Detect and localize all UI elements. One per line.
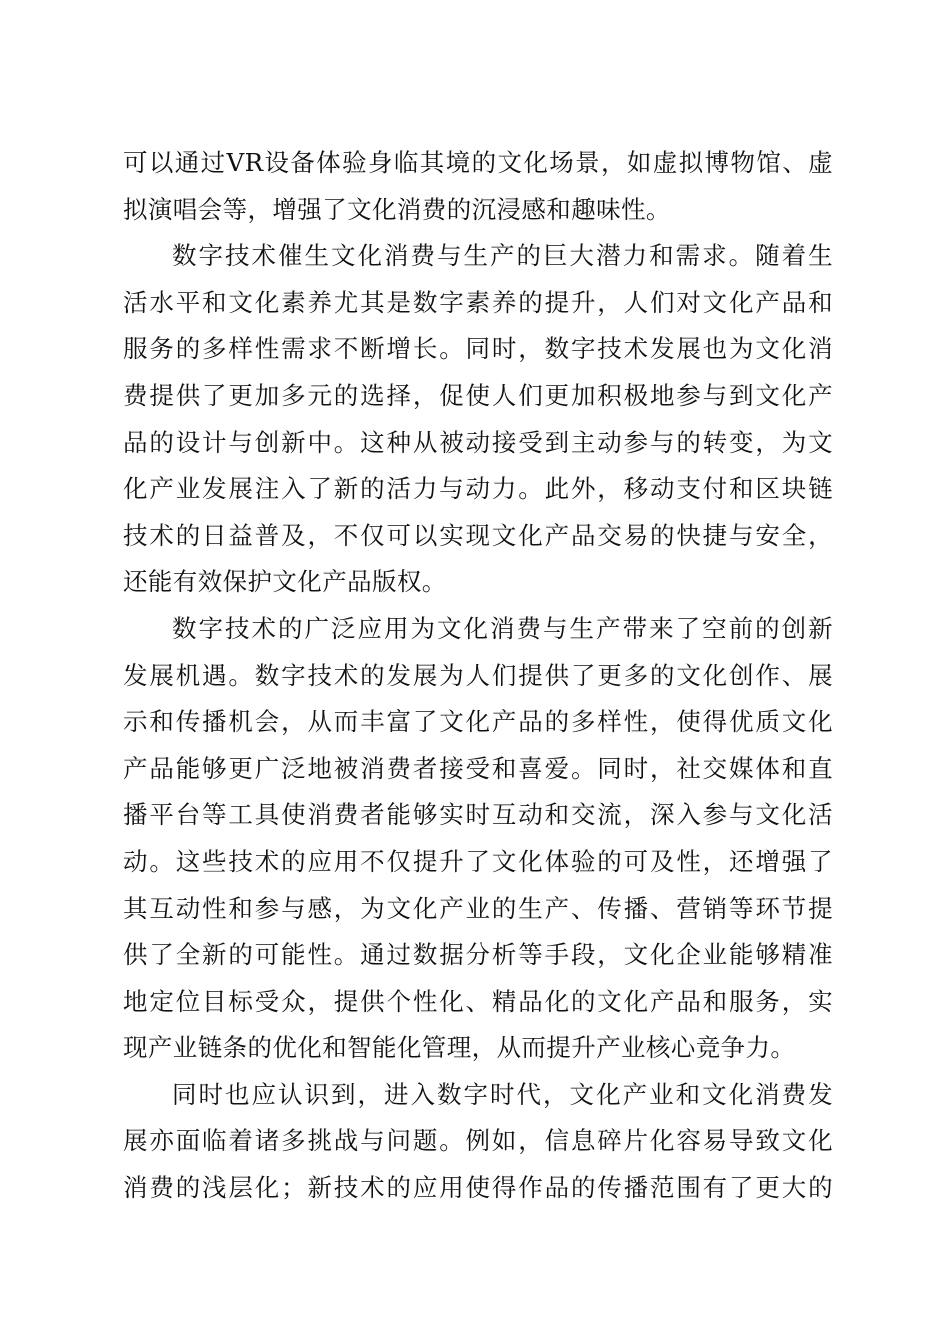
text-line: 技术的日益普及，不仅可以实现文化产品交易的快捷与安全， bbox=[123, 520, 833, 550]
text-line: 化产业发展注入了新的活力与动力。此外，移动支付和区块链 bbox=[123, 474, 833, 504]
text-line: 示和传播机会，从而丰富了文化产品的多样性，使得优质文化 bbox=[123, 707, 833, 737]
text-line: 活水平和文化素养尤其是数字素养的提升，人们对文化产品和 bbox=[123, 287, 833, 317]
text-line: 地定位目标受众，提供个性化、精品化的文化产品和服务，实 bbox=[123, 986, 833, 1016]
text-line: 可以通过VR设备体验身临其境的文化场景，如虚拟博物馆、虚 bbox=[123, 148, 833, 177]
paragraph-first-line: 数字技术的广泛应用为文化消费与生产带来了空前的创新 bbox=[172, 613, 833, 643]
text-line: 服务的多样性需求不断增长。同时，数字技术发展也为文化消 bbox=[123, 334, 833, 364]
text-line: 供了全新的可能性。通过数据分析等手段，文化企业能够精准 bbox=[123, 940, 833, 970]
text-line: 动。这些技术的应用不仅提升了文化体验的可及性，还增强了 bbox=[123, 846, 833, 876]
text-line: 产品能够更广泛地被消费者接受和喜爱。同时，社交媒体和直 bbox=[123, 753, 833, 783]
paragraph-first-line: 同时也应认识到，进入数字时代，文化产业和文化消费发 bbox=[172, 1079, 833, 1109]
text-line: 发展机遇。数字技术的发展为人们提供了更多的文化创作、展 bbox=[123, 660, 833, 690]
paragraph-first-line: 数字技术催生文化消费与生产的巨大潜力和需求。随着生 bbox=[172, 241, 833, 271]
text-line: 费提供了更加多元的选择，促使人们更加积极地参与到文化产 bbox=[123, 380, 833, 410]
text-line: 播平台等工具使消费者能够实时互动和交流，深入参与文化活 bbox=[123, 800, 833, 830]
text-line: 还能有效保护文化产品版权。 bbox=[123, 567, 447, 597]
body-text bbox=[123, 140, 833, 1212]
text-line: 展亦面临着诸多挑战与问题。例如，信息碎片化容易导致文化 bbox=[123, 1126, 833, 1156]
text-line: 拟演唱会等，增强了文化消费的沉浸感和趣味性。 bbox=[123, 194, 671, 224]
text-line: 品的设计与创新中。这种从被动接受到主动参与的转变，为文 bbox=[123, 427, 833, 457]
text-line: 其互动性和参与感，为文化产业的生产、传播、营销等环节提 bbox=[123, 893, 833, 923]
text-line: 现产业链条的优化和智能化管理，从而提升产业核心竞争力。 bbox=[123, 1033, 796, 1063]
text-line: 消费的浅层化；新技术的应用使得作品的传播范围有了更大的 bbox=[123, 1173, 833, 1203]
